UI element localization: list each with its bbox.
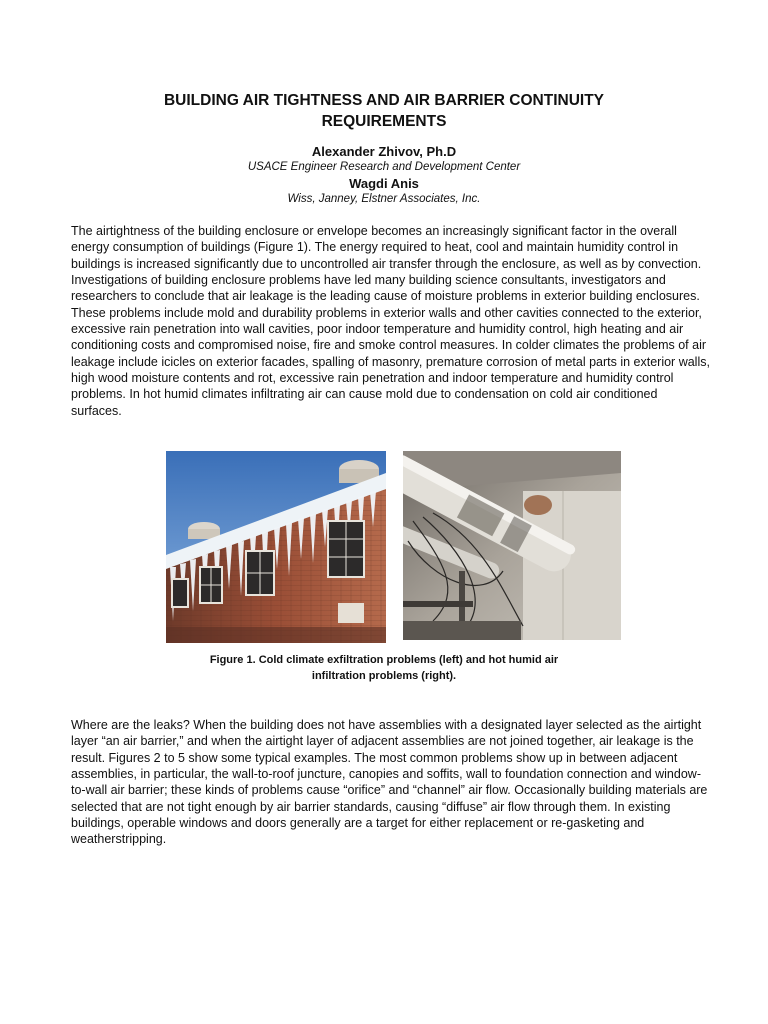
moldy-pipes-image — [403, 451, 621, 640]
title-line-1: BUILDING AIR TIGHTNESS AND AIR BARRIER CONTINUITY — [163, 92, 605, 109]
title-line-2: REQUIREMENTS — [321, 113, 447, 130]
author-block-2 — [90, 176, 678, 207]
caption-line-1: Figure 1. Cold climate exfiltration problems (left) and hot humid air — [209, 654, 559, 666]
caption-line-2: infiltration problems (right). — [311, 670, 457, 682]
author-affiliation: Wiss, Janney, Elstner Associates, Inc. — [287, 193, 481, 205]
icicles-building-image — [166, 451, 386, 643]
author-affiliation: USACE Engineer Research and Development Center — [247, 161, 521, 173]
figure-1-right-photo — [403, 451, 621, 640]
author-name: Wagdi Anis — [349, 176, 419, 191]
figure-1-left-photo — [166, 451, 386, 643]
body-paragraph-1: The airtightness of the building enclosure or envelope becomes an increasingly significant factor in the overall energy consumption of buildings (Figure 1). The energy required to heat, cool and maintain humidity control in buildings is increased significantly due to uncontrolled air transfer through the enclosure, as well as by convection. Investigations of building enclosure problems have led many building science consultants, investigators and researchers to conclude that air leakage is the leading cause of moisture problems in exterior building enclosures. These problems include mold and durability problems in exterior walls and other cavities connected to the exterior, excessive rain penetration into wall cavities, poor indoor temperature and humidity control, high heating and air conditioning costs and compromised noise, fire and smoke control measures. In colder climates the problems of air leakage include icicles on exterior facades, spalling of masonry, premature corrosion of metal parts in exterior walls, high wood moisture contents and rot, excessive rain penetration and indoor temperature and humidity control problems. In hot humid climates infiltrating air can cause mold due to condensation on cold air conditioned surfaces. — [71, 224, 710, 418]
author-name: Alexander Zhivov, Ph.D — [311, 144, 457, 159]
author-block-1 — [90, 144, 678, 175]
paper-title — [90, 90, 678, 132]
figure-1-caption — [150, 652, 618, 684]
body-paragraph-2: Where are the leaks? When the building does not have assemblies with a designated layer selected as the airtight layer “an air barrier,” and when the airtight layer of adjacent assemblies are not joined together, air leakage is the result. Figures 2 to 5 show some typical examples. The most common problems show up in between adjacent assemblies, in particular, the wall-to-roof juncture, canopies and soffits, wall to foundation connection and window-to-wall air barrier; these kinds of problems cause “orifice” and “channel” air flow. Occasionally building materials are selected that are not tight enough by air barrier standards, causing “diffuse” air flow through them. In existing buildings, operable windows and doors generally are a target for either replacement or re-gasketing and weatherstripping. — [71, 718, 708, 847]
